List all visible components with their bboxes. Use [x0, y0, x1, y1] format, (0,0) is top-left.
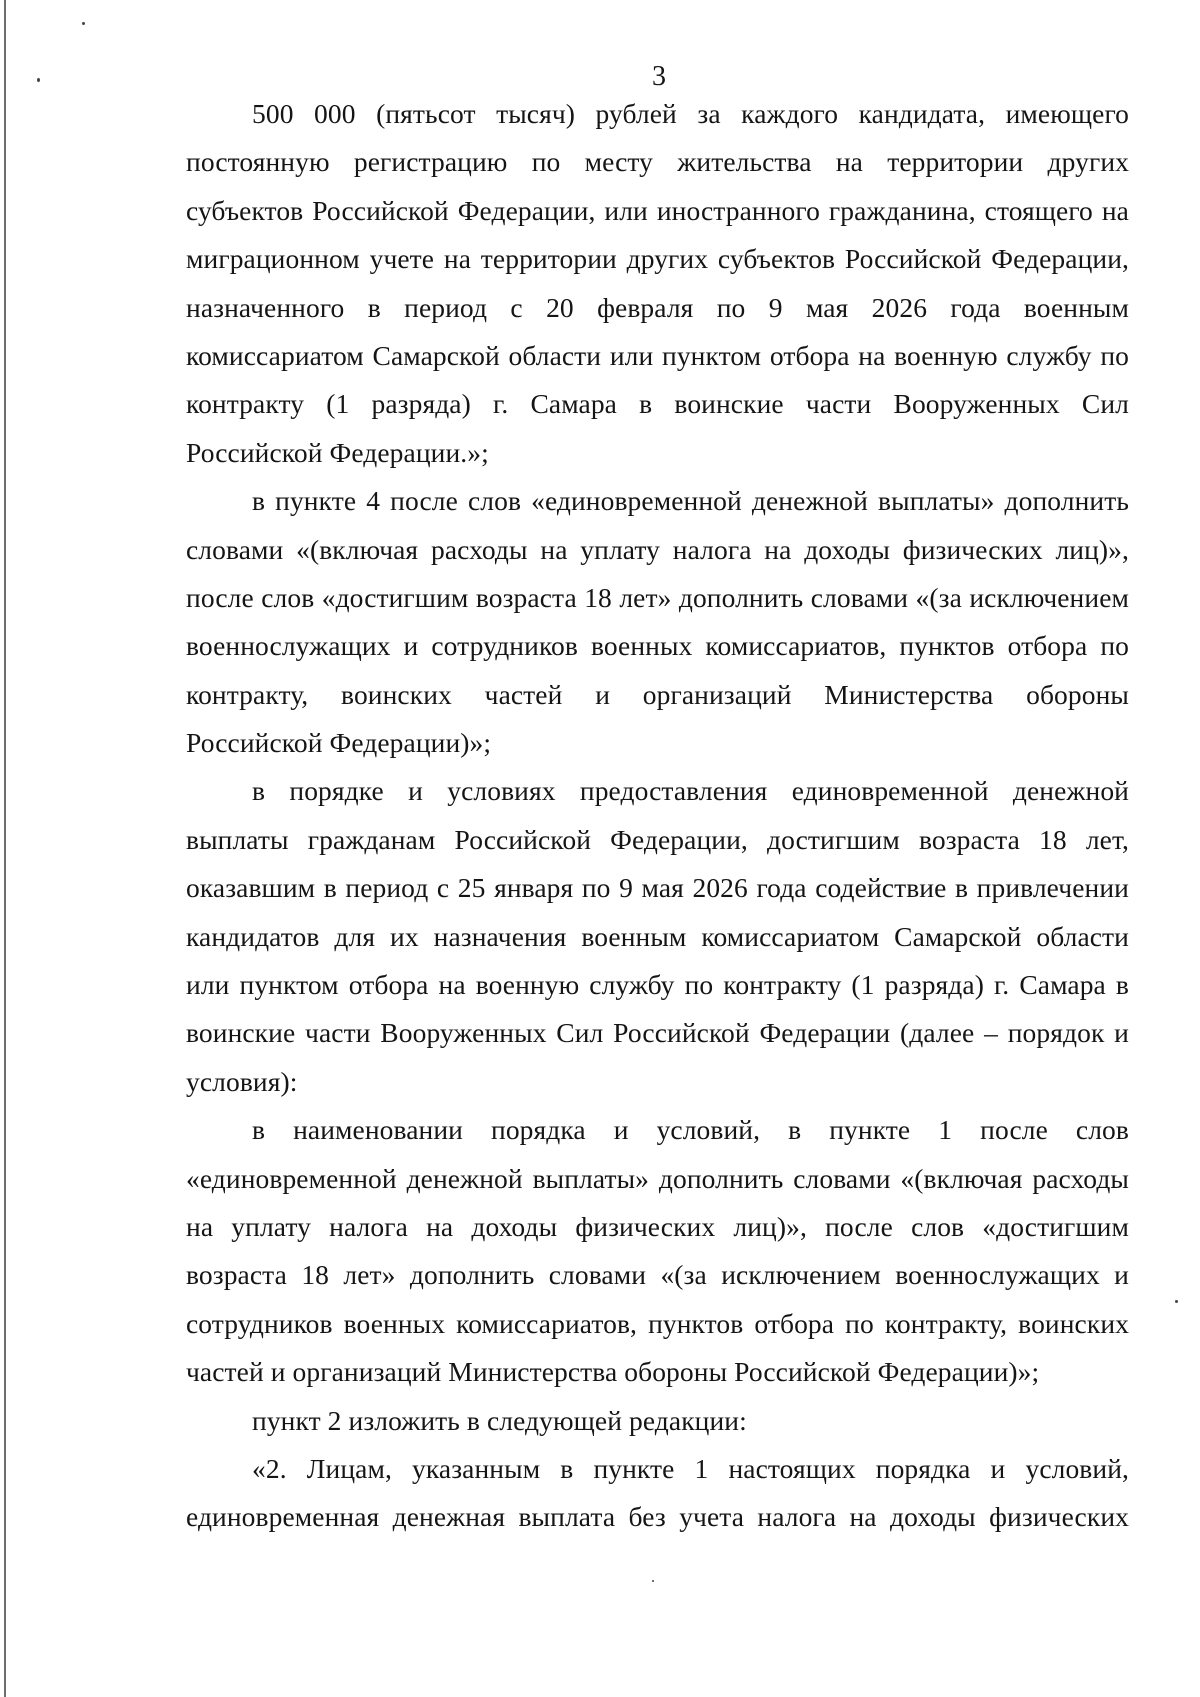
- scan-left-edge: [4, 0, 6, 1697]
- text-line: оказавшим в период с 25 января по 9 мая 2026 года содействие в привлечении: [186, 872, 1129, 904]
- text-line: в наименовании порядка и условий, в пункте 1 после слов: [252, 1114, 1129, 1146]
- text-line: назначенного в период с 20 февраля по 9 мая 2026 года военным: [186, 291, 1129, 323]
- text-line: пункт 2 изложить в следующей редакции:: [252, 1404, 747, 1436]
- scan-speck: [82, 22, 85, 25]
- text-line: единовременная денежная выплата без учета налога на доходы физических: [186, 1501, 1129, 1533]
- scan-speck: [1175, 1300, 1178, 1303]
- page-number: 3: [652, 61, 666, 92]
- document-body: [186, 90, 1129, 1542]
- text-line: условия):: [186, 1065, 298, 1097]
- text-line: кандидатов для их назначения военным комиссариатом Самарской области: [186, 920, 1129, 952]
- text-line: в пункте 4 после слов «единовременной денежной выплаты» дополнить: [252, 485, 1129, 517]
- text-line: или пунктом отбора на военную службу по контракту (1 разряда) г. Самара в: [186, 969, 1129, 1001]
- text-line: в порядке и условиях предоставления единовременной денежной: [252, 775, 1129, 807]
- text-line: воинские части Вооруженных Сил Российской Федерации (далее – порядок и: [186, 1017, 1129, 1049]
- text-line: после слов «достигшим возраста 18 лет» дополнить словами «(за исключением: [186, 581, 1129, 613]
- text-line: военнослужащих и сотрудников военных комиссариатов, пунктов отбора по: [186, 630, 1129, 662]
- text-line: Российской Федерации)»;: [186, 727, 492, 759]
- text-line: контракту (1 разряда) г. Самара в воинские части Вооруженных Сил: [186, 388, 1129, 420]
- text-line: выплаты гражданам Российской Федерации, достигшим возраста 18 лет,: [186, 823, 1129, 855]
- text-line: миграционном учете на территории других субъектов Российской Федерации,: [186, 243, 1129, 275]
- text-line: «единовременной денежной выплаты» дополнить словами «(включая расходы: [186, 1162, 1129, 1194]
- text-line: «2. Лицам, указанным в пункте 1 настоящих порядка и условий,: [252, 1452, 1129, 1484]
- text-line: частей и организаций Министерства обороны Российской Федерации)»;: [186, 1356, 1040, 1388]
- text-line: на уплату налога на доходы физических лиц)», после слов «достигшим: [186, 1210, 1129, 1242]
- text-line: Российской Федерации.»;: [186, 436, 489, 468]
- text-line: возраста 18 лет» дополнить словами «(за исключением военнослужащих и: [186, 1259, 1129, 1291]
- text-line: постоянную регистрацию по месту жительства на территории других: [186, 146, 1129, 178]
- text-line: комиссариатом Самарской области или пунктом отбора на военную службу по: [186, 339, 1129, 371]
- text-line: словами «(включая расходы на уплату налога на доходы физических лиц)»,: [186, 533, 1129, 565]
- text-line: контракту, воинских частей и организаций Министерства обороны: [186, 678, 1129, 710]
- text-line: 500 000 (пятьсот тысяч) рублей за каждого кандидата, имеющего: [252, 98, 1129, 129]
- text-line: субъектов Российской Федерации, или иностранного гражданина, стоящего на: [186, 194, 1129, 226]
- scan-speck: [652, 1580, 654, 1582]
- text-line: сотрудников военных комиссариатов, пунктов отбора по контракту, воинских: [186, 1307, 1129, 1339]
